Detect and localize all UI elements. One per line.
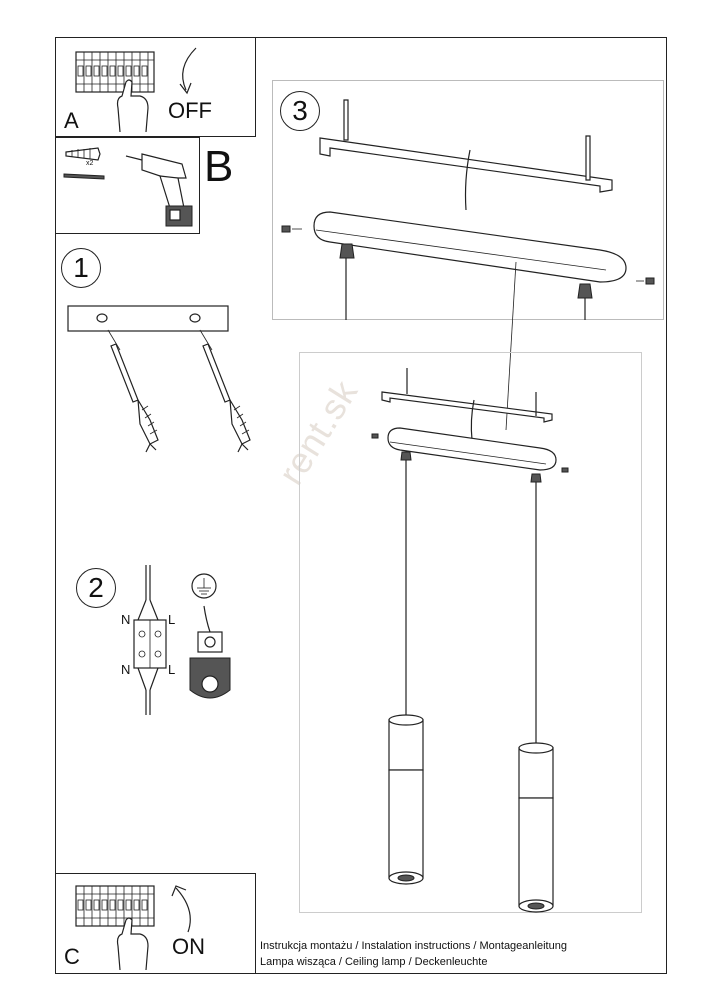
panel-c-letter: C xyxy=(64,944,80,969)
step-1-badge: 1 xyxy=(61,248,101,288)
step-3-badge: 3 xyxy=(280,91,320,131)
panel-c-power-on xyxy=(55,873,256,974)
quantity-label: x2 xyxy=(86,160,94,167)
caption-lamp-type: Lampa wisząca / Ceiling lamp / Deckenleuchte xyxy=(260,956,488,968)
caption-instructions-title: Instrukcja montażu / Instalation instructions / Montageanleitung xyxy=(260,940,567,952)
breaker-panel-icon xyxy=(56,874,257,975)
panel-c-state-label: ON xyxy=(172,934,205,959)
step-2-badge: 2 xyxy=(76,568,116,608)
panel-b-letter: B xyxy=(204,142,234,191)
wiring-neutral-top-label: N xyxy=(121,612,131,627)
panel-a-state-label: OFF xyxy=(168,98,212,123)
wiring-live-top-label: L xyxy=(168,612,176,627)
wiring-neutral-bottom-label: N xyxy=(121,662,131,677)
watermark: rent.sk xyxy=(270,372,366,492)
wiring-live-bottom-label: L xyxy=(168,662,176,677)
panel-a-letter: A xyxy=(64,108,79,133)
